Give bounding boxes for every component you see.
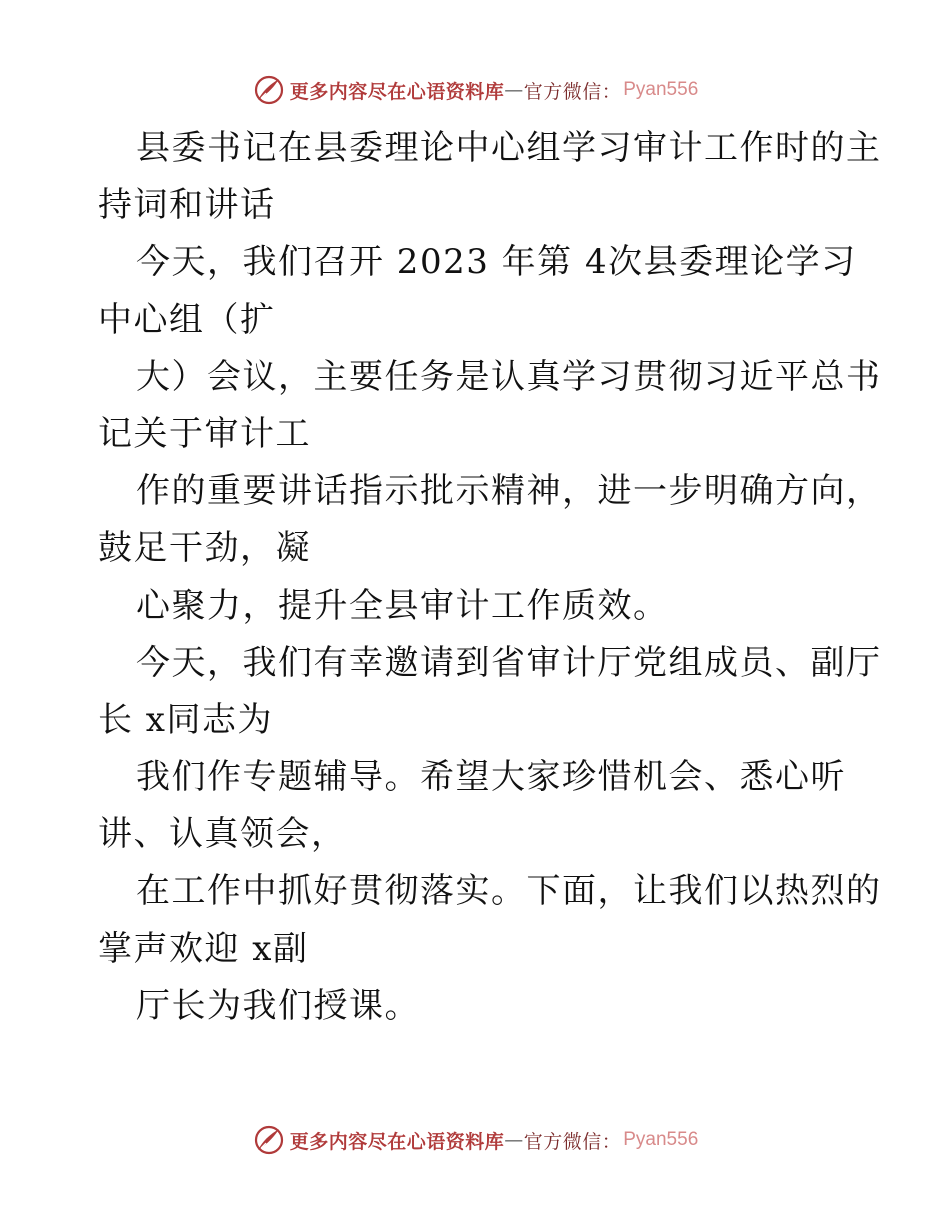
footer-separator: — <box>504 1129 524 1151</box>
footer-brand-text: 更多内容尽在心语资料库 <box>289 1130 505 1153</box>
document-line: 讲、认真领会， <box>98 814 347 855</box>
document-line: 心聚力，提升全县审计工作质效。 <box>136 585 669 626</box>
document-line: 厅长为我们授课。 <box>136 985 420 1026</box>
header-brand-text: 更多内容尽在心语资料库 <box>289 80 505 103</box>
header-wechat-id: Pyan556 <box>623 79 699 100</box>
quill-in-circle-icon <box>252 73 286 107</box>
document-line: 中心组（扩 <box>98 299 276 340</box>
document-line: 大）会议，主要任务是认真学习贯彻习近平总书 <box>136 356 882 397</box>
document-line: 我们作专题辅导。希望大家珍惜机会、悉心听 <box>136 757 846 798</box>
footer-wechat-id: Pyan556 <box>623 1129 699 1150</box>
document-line: 鼓足干劲，凝 <box>98 528 311 569</box>
document-line: 今天，我们召开 2023 年第 4次县委理论学习 <box>136 242 857 283</box>
document-line: 在工作中抓好贯彻落实。下面，让我们以热烈的 <box>136 871 882 912</box>
document-body <box>98 120 882 1035</box>
document-line: 作的重要讲话指示批示精神，进一步明确方向， <box>136 471 882 512</box>
document-line: 持词和讲话 <box>98 185 276 226</box>
footer-banner <box>0 1120 950 1160</box>
document-line: 掌声欢迎 x副 <box>98 928 309 969</box>
quill-in-circle-icon <box>252 1123 286 1157</box>
document-line: 长 x同志为 <box>98 699 273 740</box>
document-line: 县委书记在县委理论中心组学习审计工作时的主 <box>136 128 882 168</box>
header-banner <box>0 70 950 110</box>
document-line: 今天，我们有幸邀请到省审计厅党组成员、副厅 <box>136 642 882 683</box>
footer-wechat-label: 官方微信： <box>523 1130 622 1153</box>
document-line: 记关于审计工 <box>98 413 311 454</box>
header-wechat-label: 官方微信： <box>523 80 622 103</box>
header-separator: — <box>504 79 524 101</box>
